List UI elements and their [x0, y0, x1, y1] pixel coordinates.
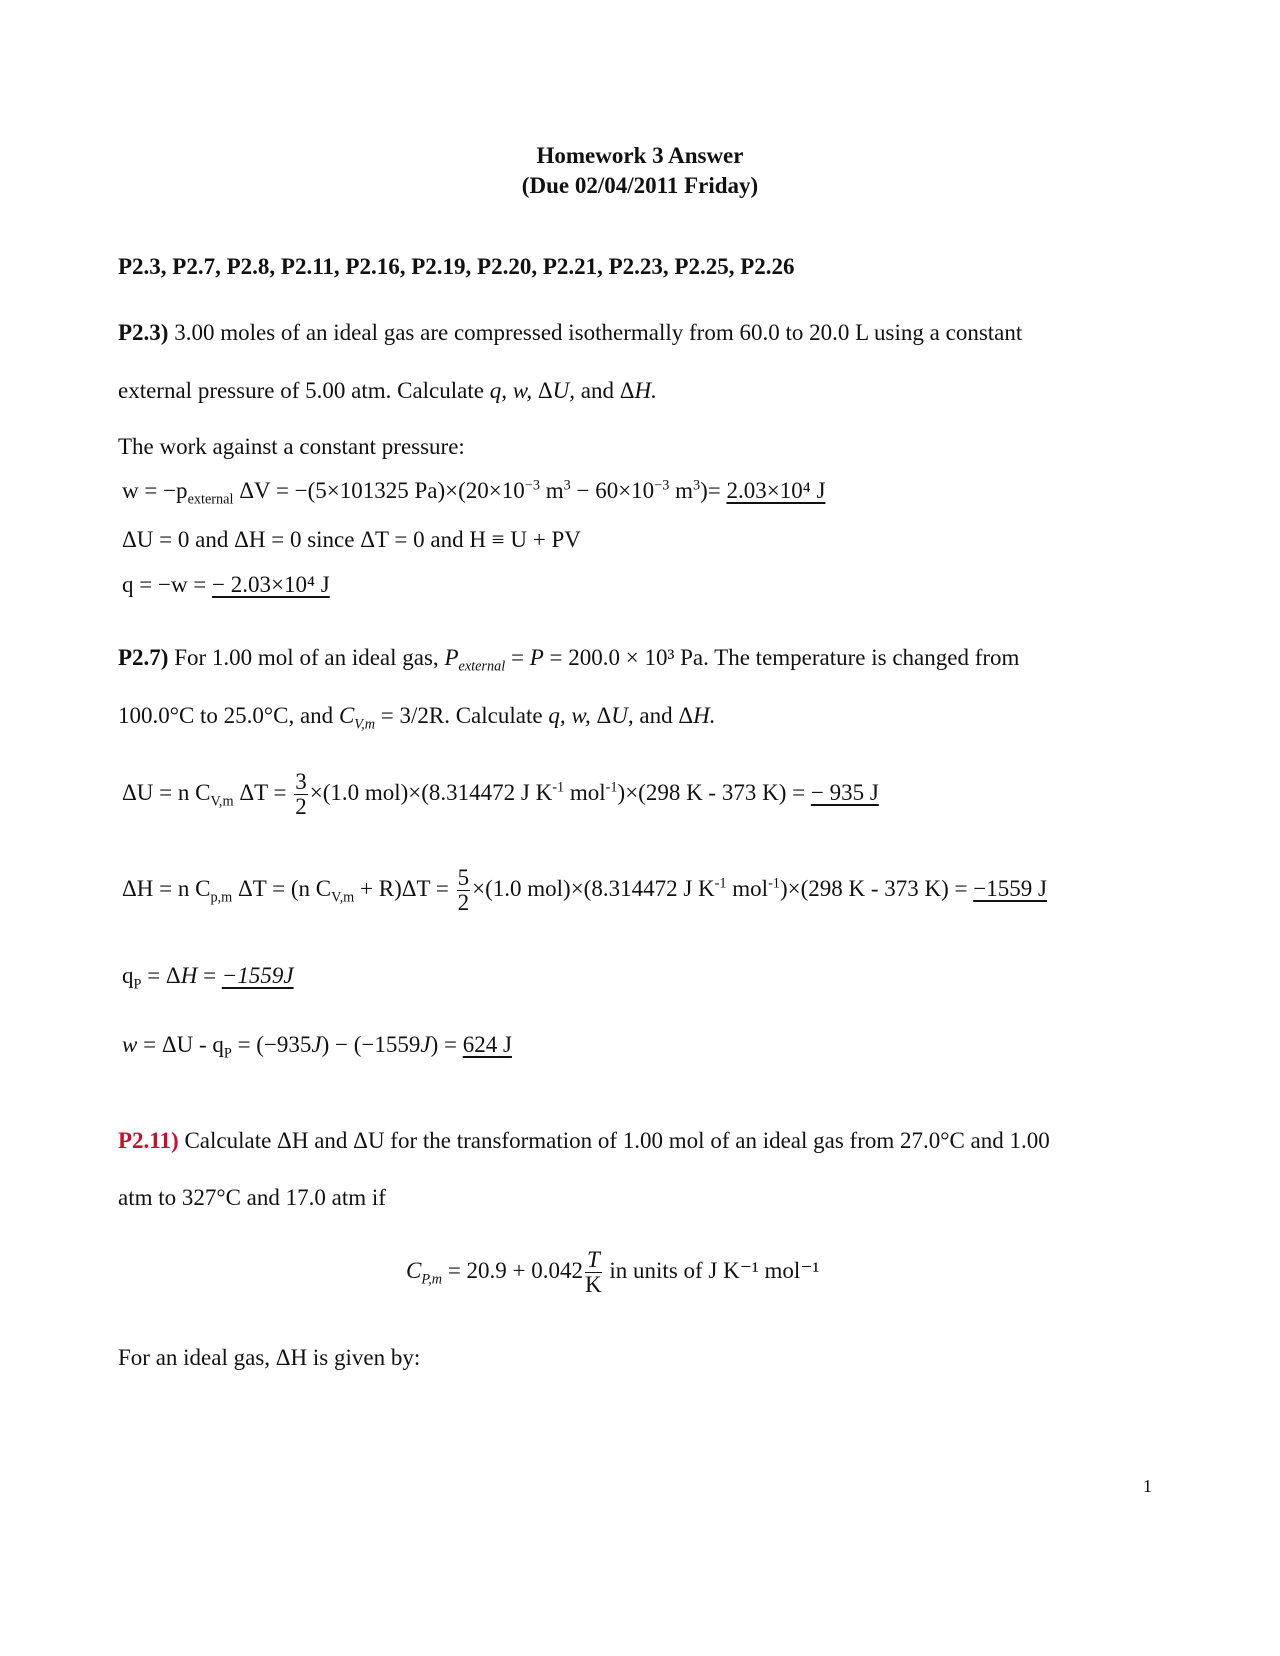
- p23-text2: external pressure of 5.00 atm. Calculate: [118, 378, 484, 403]
- p211-heat-capacity-equation: $C_{P,m} = 20.9 + 0.042$ $\frac{T}{K}$ in units of J K⁻¹ mol⁻¹: [406, 1247, 820, 1298]
- p27-heat-result: −1559J: [221, 963, 294, 988]
- p23-heat-equation: q = −w = − 2.03×10⁴ J: [122, 572, 330, 597]
- p23-work-result: 2.03×10⁴ J: [726, 478, 826, 503]
- p211-statement-line2: atm to 327°C and 17.0 atm if: [118, 1185, 386, 1210]
- p23-heat-result: − 2.03×10⁴ J: [212, 572, 330, 597]
- p27-work-equation: $w = \Delta U - q_P = (-935J) - (-1559J) = 624$ J: [122, 1032, 512, 1062]
- p211-ideal-gas-line: For an ideal gas, ΔH is given by:: [118, 1345, 421, 1370]
- problem-list: P2.3, P2.7, P2.8, P2.11, P2.16, P2.19, P2.20, P2.21, P2.23, P2.25, P2.26: [118, 254, 795, 279]
- p23-statement-line1: [118, 320, 1022, 346]
- due-date: (Due 02/04/2011 Friday): [521, 173, 759, 198]
- p211-statement-line1: P2.11) Calculate ΔH and ΔU for the transformation of 1.00 mol of an ideal gas from 27.0°C and 1.00: [118, 1128, 1050, 1153]
- document-title: Homework 3 Answer: [536, 143, 744, 168]
- p27-enthalpy-equation: ΔH = n $C_{p,m}$ ΔT = (n $C_{V,m} + R)\Delta T$ = $\frac{5}{2}$ ×(1.0 mol)×(8.314472 J $K^{-1}$ mol$^{-1}$)×(298 K - 373 K) = −1559 J: [122, 865, 1047, 916]
- p27-internal-energy-result: − 935 J: [810, 779, 879, 805]
- p27-statement-line1: P2.7) For 1.00 mol of an ideal gas, $P_{external} = P = 200.0 \times 10^3$ Pa. The temperature is changed from: [118, 645, 1020, 675]
- page-number: 1: [1143, 1476, 1152, 1496]
- p23-text1: 3.00 moles of an ideal gas are compressed isothermally from 60.0 to 20.0 L using a constant: [174, 320, 1023, 345]
- p23-work-intro: The work against a constant pressure:: [118, 434, 465, 459]
- p27-work-result: 624 J: [462, 1032, 512, 1057]
- p23-delta-equation: ΔU = 0 and ΔH = 0 since ΔT = 0 and H ≡ U + PV: [122, 527, 581, 552]
- p27-internal-energy-equation: ΔU = n $C_{V,m}$ ΔT = $\frac{3}{2}$ ×(1.0 mol)×(8.314472 J $K^{-1}$ mol$^{-1}$)×(298 K - 373 K) = − 935 J: [122, 769, 879, 820]
- p211-label: P2.11): [118, 1128, 179, 1153]
- p23-work-equation: $w = -p_{external}$ ΔV = −(5×101325 $Pa)\times(20\times 10^{-3}$ $m^3 - 60\times 10^{-3}$ $m^3)= 2.03\times 10^4$ J: [122, 477, 826, 508]
- p27-heat-equation: $q_P = \Delta H = -1559J$: [122, 963, 294, 993]
- p27-statement-line2: 100.0°C to 25.0°C, and $C_{V,m} = 3/2R$. Calculate q, w, ΔU, and ΔH.: [118, 703, 716, 733]
- p23-label: P2.3): [118, 320, 169, 345]
- p27-label: P2.7): [118, 645, 169, 670]
- p23-statement-line2: external pressure of 5.00 atm. Calculate q, w, ΔU, and ΔH.: [118, 378, 657, 403]
- p27-enthalpy-result: −1559 J: [973, 875, 1047, 901]
